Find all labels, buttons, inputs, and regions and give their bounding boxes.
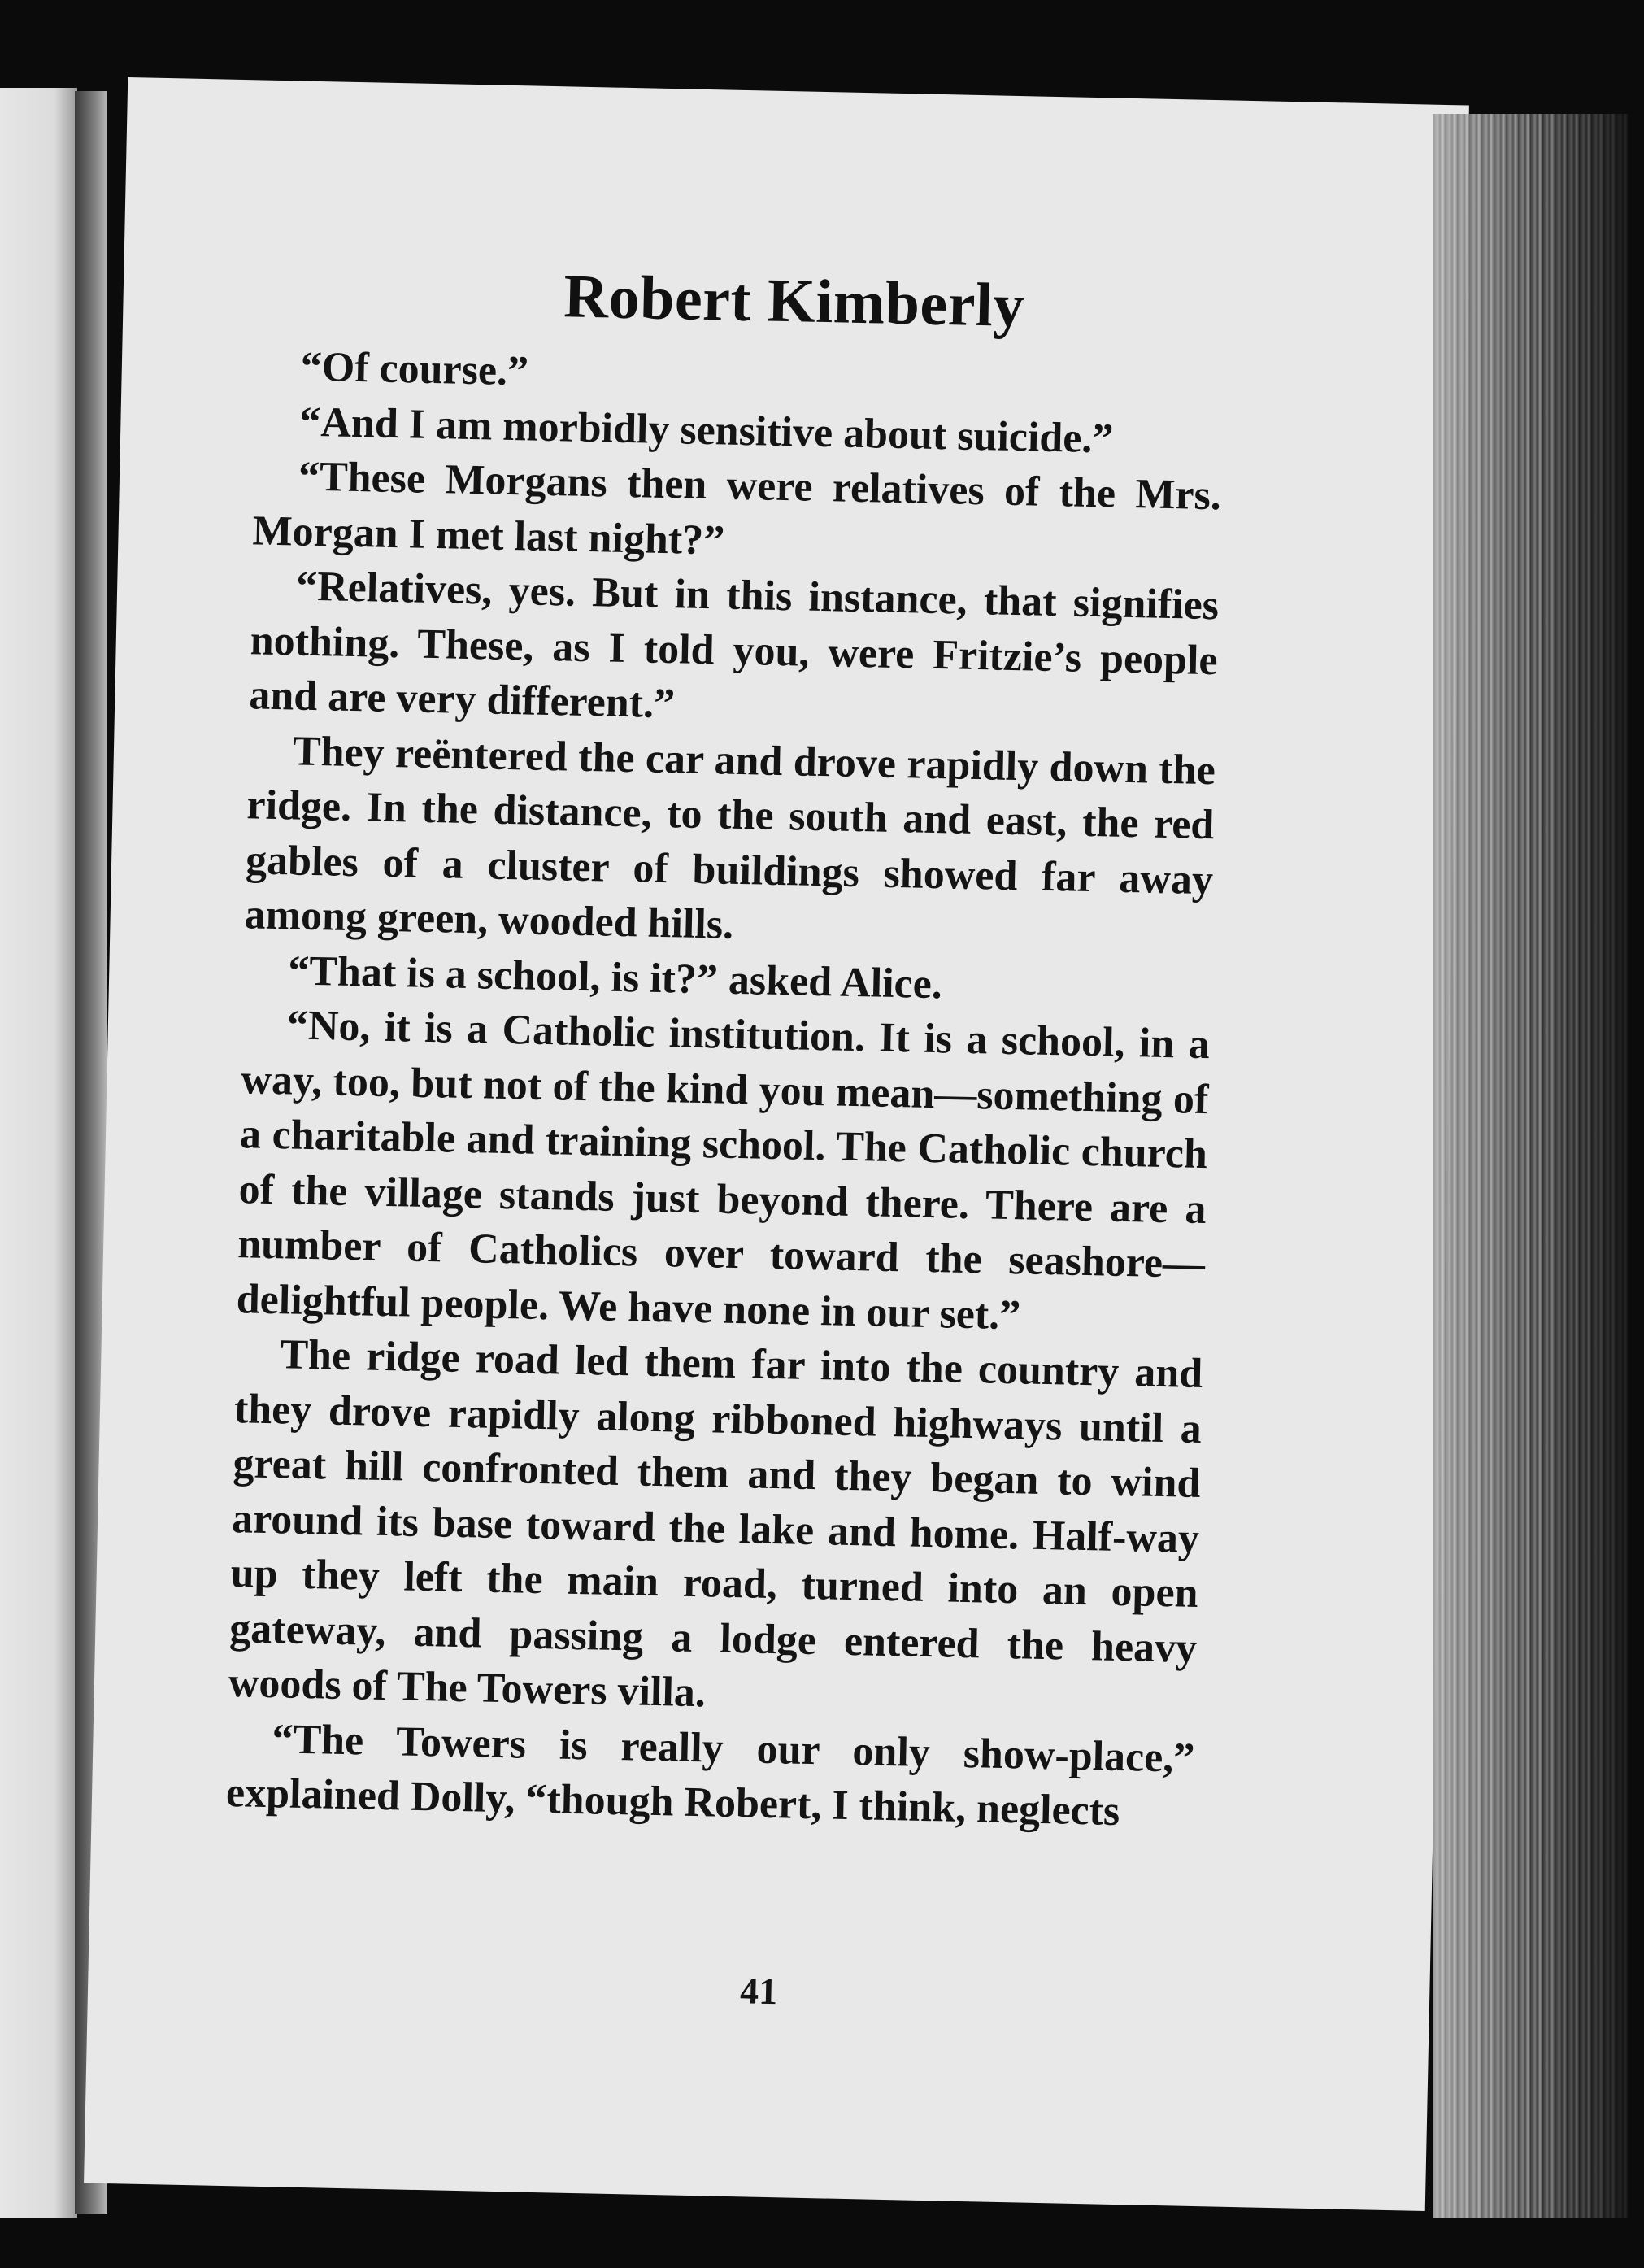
paragraph: The ridge road led them far into the country and they drove rapidly along ribboned highways until a great hill confronted them and they began to wind around its base toward the lake and home. Half-way up they left the main road, turned into an open gateway, and passing a lodge entered the heavy woods of The Towers villa.	[228, 1331, 1203, 1717]
paragraph: “That is a school, is it?” asked Alice.	[287, 947, 943, 1008]
paragraph: “Relatives, yes. But in this instance, that signifies nothing. These, as I told you, were Fritzie’s people and are very different.”	[248, 563, 1220, 728]
running-head: Robert Kimberly	[563, 262, 1025, 341]
scan-bottom-border	[0, 2218, 1644, 2268]
body-text	[225, 338, 1224, 1840]
fore-edge-shadow	[1433, 114, 1628, 2228]
facing-page-edge	[0, 88, 77, 2218]
book-page	[84, 77, 1469, 2211]
page-number: 41	[739, 1970, 778, 2013]
paragraph: “And I am morbidly sensitive about suicide.”	[298, 398, 1114, 462]
paragraph: “No, it is a Catholic institution. It is a school, in a way, too, but not of the kind you mean—something of a charitable and training school. The Catholic church of the village stands just beyond there. There are a number of Catholics over toward the seashore—delightful people. We have none in our set.”	[236, 1002, 1211, 1339]
paragraph: “These Morgans then were relatives of the Mrs. Morgan I met last night?”	[252, 453, 1222, 564]
paragraph: “The Towers is really our only show-place,” explained Dolly, “though Robert, I think, neglects	[225, 1715, 1195, 1835]
paragraph: “Of course.”	[300, 343, 529, 395]
paragraph: They reëntered the car and drove rapidly down the ridge. In the distance, to the south and east, the red gables of a cluster of buildings showed far away among green, wooded hills.	[244, 727, 1216, 948]
